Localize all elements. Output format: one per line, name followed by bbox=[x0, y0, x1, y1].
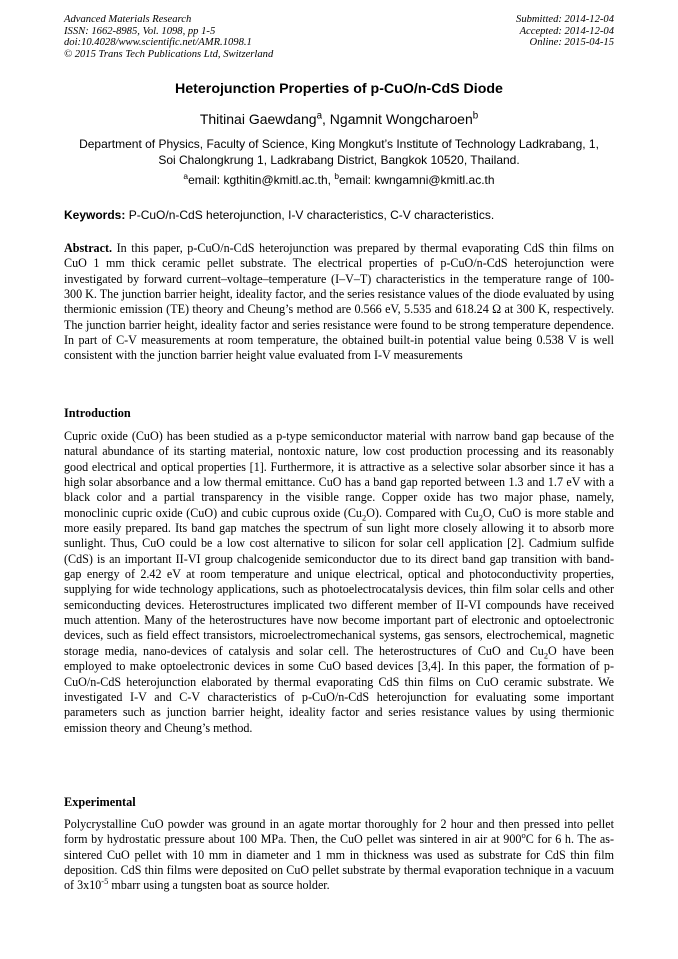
paragraph-text: Polycrystalline CuO powder was ground in an agate mortar thoroughly for 2 hour and then pressed into pellet form by hydrostatic pressure about 100 MPa. Then, the CuO pellet was sintered in air at 900 bbox=[64, 817, 614, 847]
paragraph-text: O). Compared with Cu bbox=[366, 505, 479, 520]
accepted-date: Accepted: 2014-12-04 bbox=[519, 25, 614, 37]
keywords bbox=[64, 208, 614, 222]
subscript: 2 bbox=[478, 512, 483, 523]
section-heading-introduction: Introduction bbox=[64, 406, 131, 420]
affiliation bbox=[64, 137, 614, 168]
email-address: email: kgthitin@kmitl.ac.th, bbox=[188, 173, 335, 187]
superscript: -5 bbox=[101, 876, 109, 887]
submitted-date: Submitted: 2014-12-04 bbox=[516, 14, 614, 25]
paragraph-text: mbarr using a tungsten boat as source holder. bbox=[108, 878, 330, 893]
subscript: 2 bbox=[543, 650, 549, 661]
journal-header-left bbox=[64, 14, 273, 60]
abstract bbox=[64, 241, 614, 364]
keywords-label: Keywords: bbox=[64, 208, 126, 222]
email-address: email: kwngamni@kmitl.ac.th bbox=[339, 173, 495, 187]
paper-title: Heterojunction Properties of p-CuO/n-CdS Diode bbox=[175, 81, 503, 97]
journal-copyright: © 2015 Trans Tech Publications Ltd, Switzerland bbox=[64, 48, 274, 60]
paragraph-text: O have been employed to make optoelectronic devices in some CuO based devices [3,4]. In this paper, the formation of p-CuO/n-CdS heterojunction elaborated by thermal evaporating CdS thin films on CuO ceramic substrate. We investigated I-V and C-V characteristics of p-CuO/n-CdS heterojunction for evaluating some important parameters such as junction barrier height, ideality factor and series resistance values by using thermionic emission theory and Cheung’s method. bbox=[64, 643, 614, 735]
abstract-label: Abstract. bbox=[64, 241, 113, 255]
author-superscript: b bbox=[472, 110, 479, 122]
email-line bbox=[64, 173, 614, 187]
experimental-paragraph bbox=[64, 817, 614, 894]
affiliation-line: Soi Chalongkrung 1, Ladkrabang District, Bangkok 10520, Thailand. bbox=[158, 152, 520, 167]
paragraph-text: Cupric oxide (CuO) has been studied as a p-type semiconductor material with narrow band gap because of the natural abundance of its starting material, nontoxic nature, low cost production processing and its reasonably good electrical and optical properties [1]. Furthermore, it is attractive as a selective solar absorber since it has a high solar absorbance and a low thermal emittance. CuO has a band gap reported between 1.3 and 1.7 eV with a black color and a partial transparency in the visible range. Copper oxide has two major phase, namely, monoclinic cupric oxide (CuO) and cubic cuprous oxide (Cu bbox=[64, 429, 614, 520]
affiliation-line: Department of Physics, Faculty of Science, King Mongkut’s Institute of Technology Ladkrabang, 1, bbox=[79, 137, 599, 151]
introduction-paragraph bbox=[64, 429, 614, 736]
subscript: 2 bbox=[361, 512, 367, 523]
author-name: Thitinai Gaewdang bbox=[199, 111, 317, 127]
abstract-text: In this paper, p-CuO/n-CdS heterojunction was prepared by thermal evaporating CdS thin films on CuO 1 mm thick ceramic pellet substrate. The electrical properties of p-CuO/n-CdS heterojunction were investigated by forward current–voltage–temperature (I–V–T) characteristics in the temperature range of 100-300 K. The junction barrier height, ideality factor, and the series resistance values of the diode evaluated by using thermionic emission (TE) theory and Cheung’s method are 0.566 eV, 5.535 and 618.24 Ω at 300 K, respectively. The junction barrier height, ideality factor and series resistance were found to be strong temperature dependence. In part of C-V measurements at room temperature, the obtained built-in potential value being 0.538 V is well consistent with the junction barrier height value evaluated from I-V measurements bbox=[64, 241, 614, 363]
online-date: Online: 2015-04-15 bbox=[529, 37, 614, 49]
email-superscript: a bbox=[183, 171, 189, 181]
email-superscript: b bbox=[334, 171, 339, 181]
journal-name: Advanced Materials Research bbox=[64, 14, 192, 25]
author-superscript: a bbox=[316, 110, 323, 122]
keywords-text: P-CuO/n-CdS heterojunction, I-V characteristics, C-V characteristics. bbox=[125, 208, 495, 222]
journal-doi: doi:10.4028/www.scientific.net/AMR.1098.1 bbox=[64, 37, 252, 49]
author-name: Ngamnit Wongcharoen bbox=[329, 111, 473, 127]
paragraph-text: O, CuO is more stable and more easily prepared. Its band gap matches the spectrum of sun light more closely allowing it to absorb more sunlight. Thus, CuO could be a low cost alternative to silicon for solar cell application [2]. Cadmium sulfide (CdS) is an important II-VI group chalcogenide semiconductor due to its direct band gap transition with band-gap energy of 2.42 eV at room temperature and unique electrical, optical and photoconductivity properties, supplying for wide technology applications, such as photoelectrocatalysis devices, thin film solar cells and other semiconducting devices. Heterostructures implicated two different member of II-VI compounds have received much attention. Many of the heterostructures have now become important part of electronic and optoelectronic devices, such as field effect transistors, microelectromechanical systems, gas sensors, electrochemical, magnetic storage media, nano-devices of catalysis and solar cell. The heterostructures of CuO and Cu bbox=[64, 505, 614, 658]
section-heading-experimental: Experimental bbox=[64, 795, 136, 809]
superscript: o bbox=[521, 830, 526, 841]
author-line bbox=[64, 111, 614, 127]
journal-issn: ISSN: 1662-8985, Vol. 1098, pp 1-5 bbox=[64, 25, 216, 37]
author-separator: , bbox=[322, 111, 330, 127]
paragraph-text: C for 6 h. The as-sintered CuO pellet with 10 mm in diameter and 1 mm in thickness was used as substrate for CdS thin film deposition. CdS thin films were deposited on CuO pellet substrate by thermal evaporation technique in a vacuum of 3x10 bbox=[64, 832, 614, 893]
journal-header-right bbox=[516, 14, 614, 49]
